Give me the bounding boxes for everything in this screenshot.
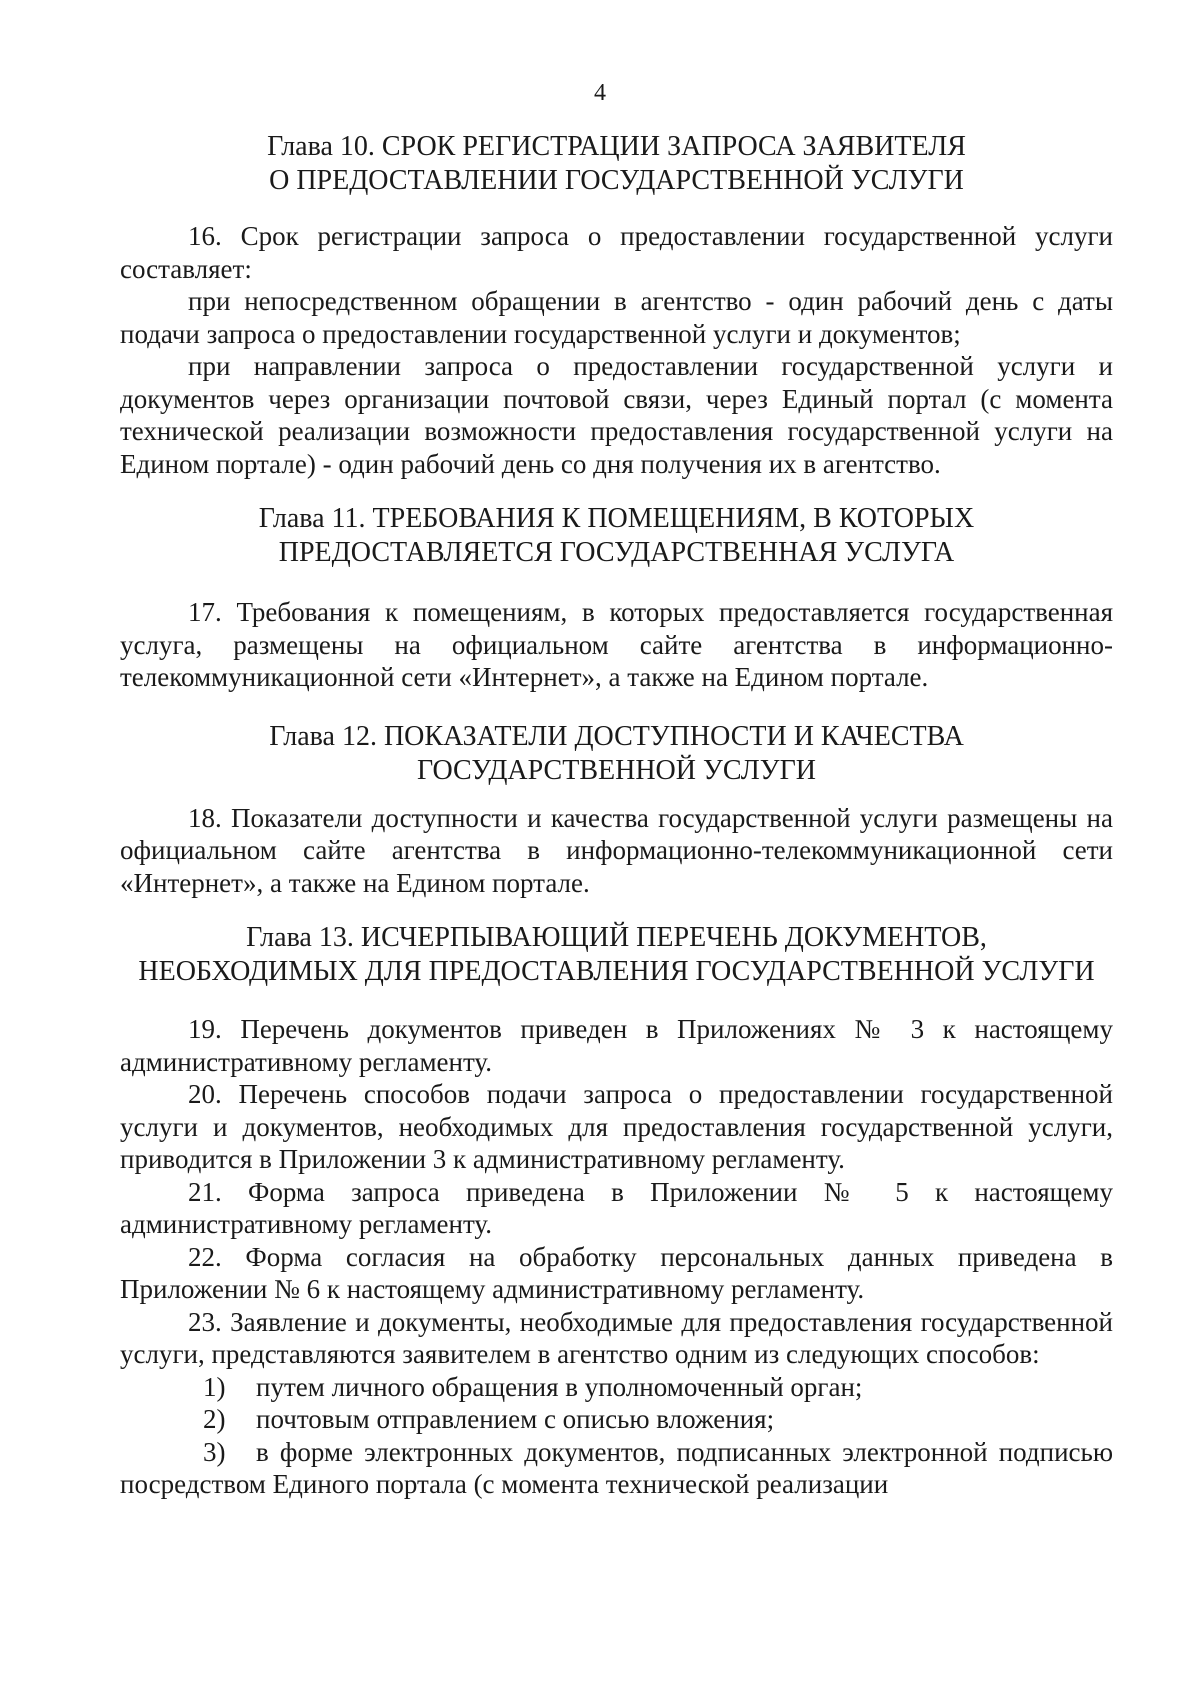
chapter-12-heading [120, 720, 1113, 788]
paragraph-20: 20. Перечень способов подачи запроса о предоставлении государственной услуги и документов, необходимых для предоставления государственной услуги, приводится в Приложении 3 к административному регламенту. [120, 1079, 1113, 1174]
paragraph-18: 18. Показатели доступности и качества государственной услуги размещены на официальном сайте агентства в информационно-телекоммуникационной сети «Интернет», а также на Едином портале. [120, 802, 1113, 898]
paragraph-16-direct: при непосредственном обращении в агентство - один рабочий день с даты подачи запроса о предоставлении государственной услуги и документов; [120, 286, 1113, 349]
paragraph-21: 21. Форма запроса приведена в Приложении № 5 к настоящему административному регламенту. [120, 1176, 1113, 1239]
chapter-10-heading [120, 130, 1113, 198]
document-body [120, 130, 1113, 1501]
list-item-text: путем личного обращения в уполномоченный орган; [256, 1371, 863, 1402]
page-number: 4 [594, 80, 606, 106]
list-item [120, 1436, 1113, 1501]
paragraph-23: 23. Заявление и документы, необходимые для предоставления государственной услуги, представляются заявителем в агентство одним из следующих способов: [120, 1306, 1113, 1369]
paragraph-22: 22. Форма согласия на обработку персональных данных приведена в Приложении № 6 к настоящему административному регламенту. [120, 1241, 1113, 1304]
paragraph-19: 19. Перечень документов приведен в Приложениях № 3 к настоящему административному регламенту. [120, 1014, 1113, 1077]
paragraph-16-post: при направлении запроса о предоставлении государственной услуги и документов через организации почтовой связи, через Единый портал (с момента технической реализации возможности предоставления государственной услуги на Едином портале) - один рабочий день со дня получения их в агентство. [120, 351, 1113, 479]
list-item [120, 1371, 1113, 1404]
list-item-text: почтовым отправлением с описью вложения; [256, 1404, 775, 1434]
list-item-number: 3) [203, 1436, 226, 1467]
chapter-13-heading [120, 921, 1113, 989]
chapter-11-heading-line-2: ПРЕДОСТАВЛЯЕТСЯ ГОСУДАРСТВЕННАЯ УСЛУГА [278, 537, 955, 568]
chapter-11-heading-line-1: Глава 11. ТРЕБОВАНИЯ К ПОМЕЩЕНИЯМ, В КОТОРЫХ [258, 503, 975, 534]
list-item-text: в форме электронных документов, подписанных электронной подписью посредством Единого портала (с момента технической реализации [120, 1436, 1113, 1499]
list-item-number: 2) [203, 1404, 226, 1434]
list-item [120, 1403, 1113, 1436]
chapter-13-heading-line-2: НЕОБХОДИМЫХ ДЛЯ ПРЕДОСТАВЛЕНИЯ ГОСУДАРСТВЕННОЙ УСЛУГИ [138, 956, 1095, 987]
list-item-number: 1) [203, 1371, 226, 1402]
chapter-12-heading-line-2: ГОСУДАРСТВЕННОЙ УСЛУГИ [416, 754, 817, 786]
chapter-11-heading [120, 502, 1113, 570]
chapter-10-heading-line-2: О ПРЕДОСТАВЛЕНИИ ГОСУДАРСТВЕННОЙ УСЛУГИ [269, 165, 964, 196]
paragraph-17: 17. Требования к помещениям, в которых предоставляется государственная услуга, размещены на официальном сайте агентства в информационно-телекоммуникационной сети «Интернет», а также на Едином портале. [120, 597, 1113, 692]
chapter-12-heading-line-1: Глава 12. ПОКАЗАТЕЛИ ДОСТУПНОСТИ И КАЧЕСТВА [269, 720, 964, 752]
chapter-10-heading-line-1: Глава 10. СРОК РЕГИСТРАЦИИ ЗАПРОСА ЗАЯВИТЕЛЯ [267, 131, 966, 162]
chapter-13-heading-line-1: Глава 13. ИСЧЕРПЫВАЮЩИЙ ПЕРЕЧЕНЬ ДОКУМЕНТОВ, [246, 922, 987, 953]
paragraph-16: 16. Срок регистрации запроса о предоставлении государственной услуги составляет: [120, 221, 1113, 284]
